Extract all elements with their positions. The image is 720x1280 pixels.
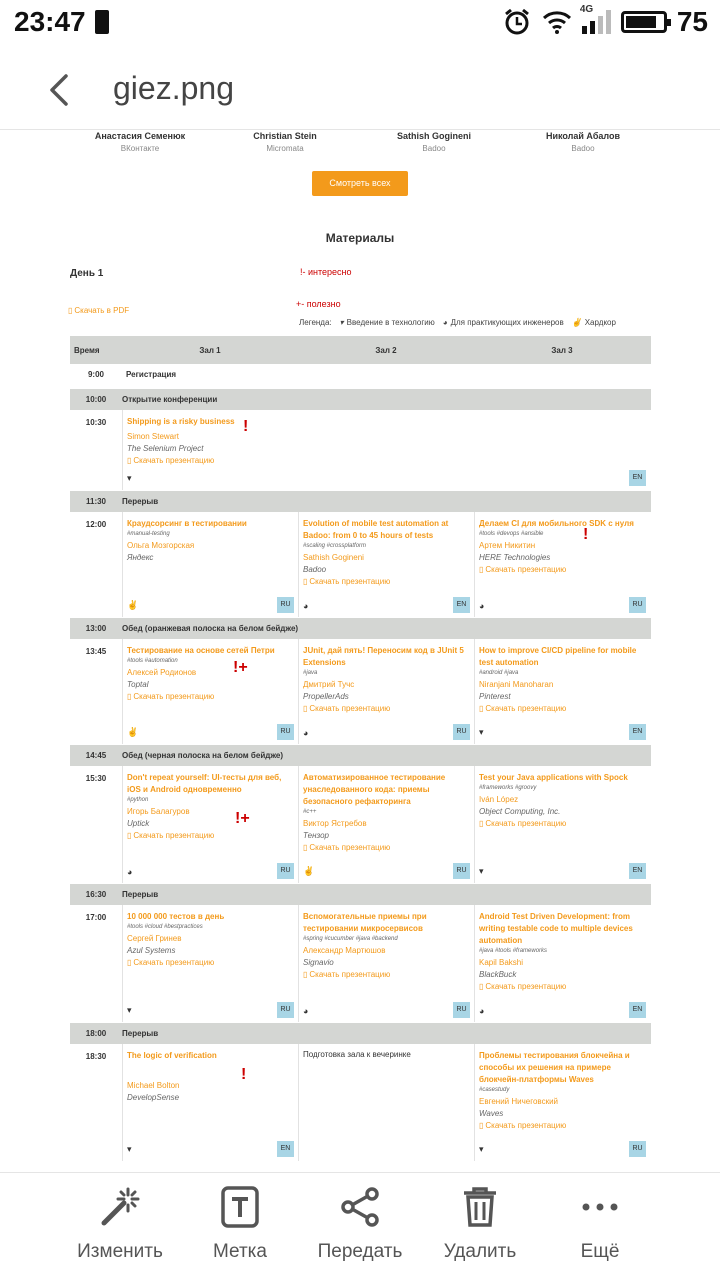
speaker-card[interactable]: Анастасия Семенюк ВКонтакте	[94, 131, 186, 153]
table-row: 15:30 Don't repeat yourself: UI-тесты для веб, iOS и Android одновременно #python Игорь Балагуров Uptick ▯ Скачать презентацию ◕ RU !+ Автоматизированное тестирование унаследованного кода: приемы безопасного рефакторинга #c++ Виктор Ястребов Тензор ▯ Скачать презентацию ✌ RU Test your Java applications with Spock #frameworks #groovy Iván López Object Computing, Inc. ▯ Скачать презентацию ▾ EN	[70, 766, 651, 883]
talk-cell[interactable]: Краудсорсинг в тестировании #manual-testing Ольга Мозгорская Яндекс ✌ RU	[122, 512, 298, 617]
talk-cell[interactable]: Test your Java applications with Spock #frameworks #groovy Iván López Object Computing, Inc. ▯ Скачать презентацию ▾ EN	[474, 766, 650, 883]
back-arrow-icon[interactable]	[40, 70, 80, 110]
talk-cell[interactable]: Делаем CI для мобильного SDK с нуля #tools #devops #ansible Артем Никитин HERE Technologies ▯ Скачать презентацию ◕ RU !	[474, 512, 650, 617]
magic-wand-icon	[98, 1185, 142, 1229]
table-header: Время Зал 1 Зал 2 Зал 3	[70, 336, 651, 364]
handwritten-note-useful: +- полезно	[296, 299, 341, 309]
alarm-icon	[502, 7, 532, 37]
cup-icon: ▾	[339, 318, 344, 327]
talk-cell[interactable]: Проблемы тестирования блокчейна и способы их решения на примере блокчейн-платформы Waves #casestudy Евгений Ничеговский Waves ▯ Скачать презентацию ▾ RU	[474, 1044, 650, 1161]
table-row: 12:00 Краудсорсинг в тестировании #manual-testing Ольга Мозгорская Яндекс ✌ RU Evolution of mobile test automation at Badoo: from 0 to 45 hours of tests #scaling #crossplatform Sathish Gogineni Badoo ▯ Скачать презентацию ◕ EN Делаем CI для мобильного SDK с нуля #tools #devops #ansible Артем Никитин HERE Technologies ▯ Скачать презентацию ◕ RU !	[70, 512, 651, 617]
lang-badge: RU	[453, 863, 470, 879]
download-icon: ▯	[479, 819, 484, 828]
cup-icon: ▾	[479, 1144, 484, 1154]
lang-badge: RU	[277, 1002, 294, 1018]
talk-cell[interactable]: JUnit, дай пять! Переносим код в JUnit 5 Extensions #java Дмитрий Тучс PropellerAds ▯ Скачать презентацию ◕ RU	[298, 639, 474, 744]
talk-cell[interactable]: Shipping is a risky business Simon Stewart The Selenium Project ▯ Скачать презентацию ▾ EN !	[122, 410, 650, 490]
table-row: 13:45 Тестирование на основе сетей Петри #tools #automation Алексей Родионов Toptal ▯ Скачать презентацию ✌ RU !+ JUnit, дай пять! Переносим код в JUnit 5 Extensions #java Дмитрий Тучс PropellerAds ▯ Скачать презентацию ◕ RU How to improve CI/CD pipeline for mobile test automation #android #java Niranjani Manoharan Pinterest ▯ Скачать презентацию ▾ EN	[70, 639, 651, 744]
talk-cell[interactable]: Вспомогательные приемы при тестировании микросервисов #spring #cucumber #java #backend Александр Мартюшов Signavio ▯ Скачать презентацию ◕ RU	[298, 905, 474, 1022]
edit-button[interactable]: Изменить	[55, 1185, 185, 1263]
download-icon: ▯	[127, 692, 132, 701]
download-icon: ▯	[303, 704, 308, 713]
break-row: 18:00 Перерыв	[70, 1022, 651, 1044]
download-icon: ▯	[479, 565, 484, 574]
legend: Легенда: ▾ Введение в технологию ◕ Для практикующих инженеров ✌ Хардкор	[299, 318, 616, 327]
image-viewer[interactable]	[0, 131, 720, 1171]
download-icon: ▯	[479, 1121, 484, 1130]
rock-hand-icon: ✌	[127, 727, 139, 737]
app-bar	[0, 46, 720, 130]
download-icon: ▯	[479, 704, 484, 713]
more-button[interactable]: Ещё	[535, 1185, 665, 1263]
bottom-action-bar	[0, 1172, 720, 1280]
share-icon	[338, 1185, 382, 1229]
cup-icon: ▾	[479, 866, 484, 876]
sunglasses-icon: ◕	[479, 601, 485, 611]
rock-hand-icon: ✌	[303, 866, 315, 876]
speaker-card[interactable]: Christian Stein Micromata	[253, 131, 317, 153]
sunglasses-icon: ◕	[303, 601, 309, 611]
charging-icon	[95, 10, 109, 34]
status-bar	[0, 0, 720, 46]
rock-hand-icon: ✌	[127, 600, 139, 610]
share-button[interactable]: Передать	[295, 1185, 425, 1263]
cup-icon: ▾	[479, 727, 484, 737]
sunglasses-icon: ◕	[303, 728, 309, 738]
lang-badge: EN	[629, 470, 646, 486]
lang-badge: EN	[453, 597, 470, 613]
talk-cell[interactable]: Don't repeat yourself: UI-тесты для веб, iOS и Android одновременно #python Игорь Балагуров Uptick ▯ Скачать презентацию ◕ RU !+	[122, 766, 298, 883]
download-icon: ▯	[303, 843, 308, 852]
talk-cell[interactable]: Android Test Driven Development: from writing testable code to multiple devices automation #java #tools #frameworks Kapil Bakshi BlackBuck ▯ Скачать презентацию ◕ EN	[474, 905, 650, 1022]
day-title: День 1	[70, 268, 104, 279]
talk-cell[interactable]: Автоматизированное тестирование унаследованного кода: приемы безопасного рефакторинга #c++ Виктор Ястребов Тензор ▯ Скачать презентацию ✌ RU	[298, 766, 474, 883]
break-row: 16:30 Перерыв	[70, 883, 651, 905]
handwritten-note-interesting: !- интересно	[300, 267, 352, 277]
lang-badge: EN	[629, 724, 646, 740]
lang-badge: EN	[629, 863, 646, 879]
sunglasses-icon: ◕	[479, 1006, 485, 1016]
table-row: 18:30 The logic of verification Michael Bolton DevelopSense ▾ EN ! Подготовка зала к вечеринке Проблемы тестирования блокчейна и способы их решения на примере блокчейн-платформы Waves #casestudy Евгений Ничеговский Waves ▯ Скачать презентацию ▾ RU	[70, 1044, 651, 1161]
tag-button[interactable]: Метка	[175, 1185, 305, 1263]
download-icon: ▯	[127, 831, 132, 840]
talk-cell[interactable]: The logic of verification Michael Bolton DevelopSense ▾ EN !	[122, 1044, 298, 1161]
materials-heading: Материалы	[325, 231, 395, 245]
lang-badge: RU	[277, 863, 294, 879]
sunglasses-icon: ◕	[303, 1006, 309, 1016]
wifi-icon	[542, 9, 572, 35]
break-row: 11:30 Перерыв	[70, 490, 651, 512]
talk-cell[interactable]: 10 000 000 тестов в день #tools #cloud #bestpractices Сергей Гринев Azul Systems ▯ Скачать презентацию ▾ RU	[122, 905, 298, 1022]
talk-cell[interactable]: How to improve CI/CD pipeline for mobile test automation #android #java Niranjani Manoharan Pinterest ▯ Скачать презентацию ▾ EN	[474, 639, 650, 744]
download-icon: ▯	[127, 958, 132, 967]
break-row: 14:45 Обед (черная полоска на белом бейдже)	[70, 744, 651, 766]
table-row: 9:00 Регистрация	[87, 370, 177, 379]
lang-badge: RU	[277, 597, 294, 613]
download-pdf-link[interactable]: ▯ Скачать в PDF	[68, 306, 130, 315]
sunglasses-icon: ◕	[127, 867, 133, 877]
break-row: 13:00 Обед (оранжевая полоска на белом бейдже)	[70, 617, 651, 639]
table-row: 17:00 10 000 000 тестов в день #tools #cloud #bestpractices Сергей Гринев Azul Systems ▯ Скачать презентацию ▾ RU Вспомогательные приемы при тестировании микросервисов #spring #cucumber #java #backend Александр Мартюшов Signavio ▯ Скачать презентацию ◕ RU Android Test Driven Development: from writing testable code to multiple devices automation #java #tools #frameworks Kapil Bakshi BlackBuck ▯ Скачать презентацию ◕ EN	[70, 905, 651, 1022]
speakers-row	[70, 131, 652, 155]
cup-icon: ▾	[127, 1005, 132, 1015]
break-row: 10:00 Открытие конференции	[70, 388, 651, 410]
lang-badge: RU	[277, 724, 294, 740]
pdf-icon: ▯	[68, 306, 73, 315]
download-icon: ▯	[303, 970, 308, 979]
talk-cell[interactable]: Тестирование на основе сетей Петри #tools #automation Алексей Родионов Toptal ▯ Скачать презентацию ✌ RU !+	[122, 639, 298, 744]
see-all-button[interactable]: Смотреть всех	[312, 171, 408, 196]
lang-badge: RU	[453, 1002, 470, 1018]
talk-cell[interactable]: Evolution of mobile test automation at Badoo: from 0 to 45 hours of tests #scaling #crossplatform Sathish Gogineni Badoo ▯ Скачать презентацию ◕ EN	[298, 512, 474, 617]
more-dots-icon	[578, 1185, 622, 1229]
speaker-card[interactable]: Sathish Gogineni Badoo	[396, 131, 471, 153]
battery-percent: 75	[676, 6, 708, 37]
clock: 23:47	[14, 6, 86, 37]
trash-icon	[458, 1185, 502, 1229]
cup-icon: ▾	[127, 1144, 132, 1154]
battery-icon	[621, 11, 667, 33]
text-box-icon	[218, 1185, 262, 1229]
lang-badge: RU	[629, 1141, 646, 1157]
lang-badge: EN	[629, 1002, 646, 1018]
lang-badge: RU	[453, 724, 470, 740]
rock-hand-icon: ✌	[571, 318, 582, 327]
speaker-card[interactable]: Николай Абалов Badoo	[545, 131, 621, 153]
sunglasses-icon: ◕	[442, 318, 448, 327]
download-icon: ▯	[479, 982, 484, 991]
signal-icon: 4G	[582, 10, 611, 34]
lang-badge: RU	[629, 597, 646, 613]
talk-cell: Подготовка зала к вечеринке	[298, 1044, 474, 1161]
lang-badge: EN	[277, 1141, 294, 1157]
delete-button[interactable]: Удалить	[415, 1185, 545, 1263]
table-row: 10:30 Shipping is a risky business Simon Stewart The Selenium Project ▯ Скачать презентацию ▾ EN !	[70, 410, 651, 490]
download-icon: ▯	[127, 456, 132, 465]
schedule-table	[70, 336, 651, 1161]
download-icon: ▯	[303, 577, 308, 586]
cup-icon: ▾	[127, 473, 132, 483]
file-title: giez.png	[113, 70, 234, 106]
